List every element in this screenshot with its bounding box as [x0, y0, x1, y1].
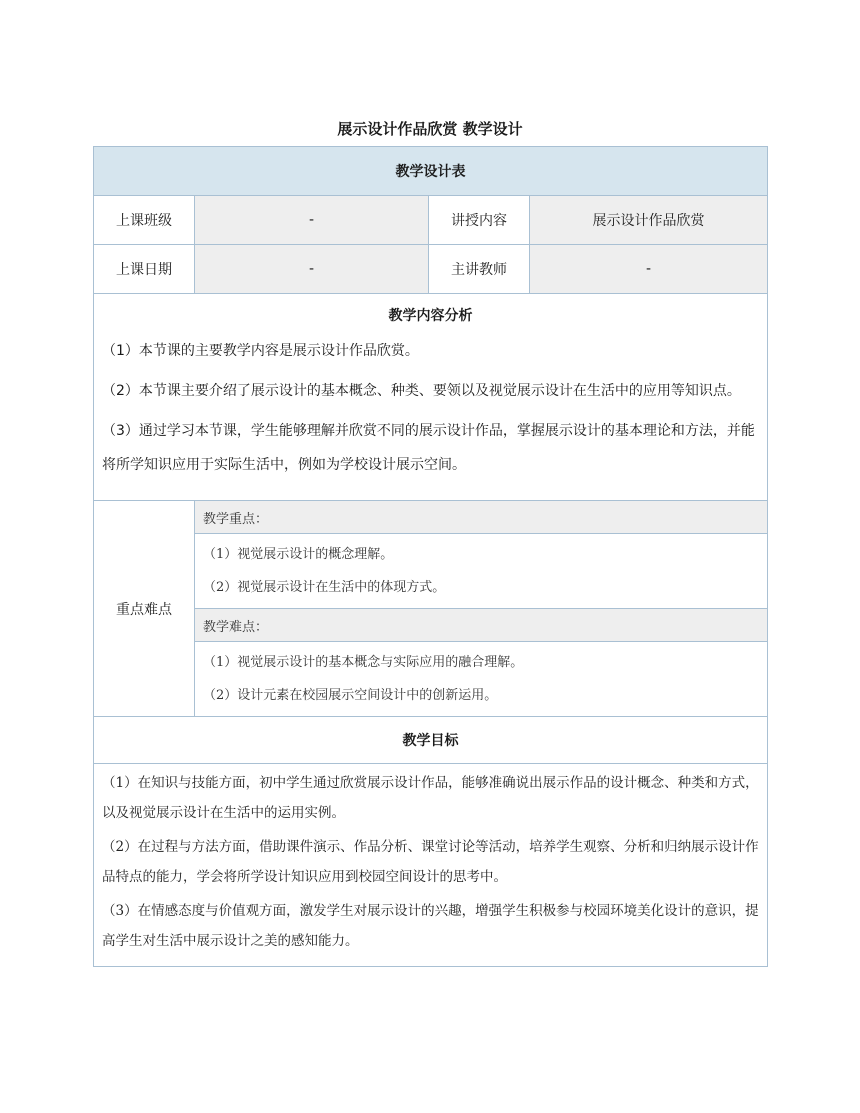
goal-item: （1）在知识与技能方面，初中学生通过欣赏展示设计作品，能够准确说出展示作品的设计概念、种类和方式，以及视觉展示设计在生活中的运用实例。 — [102, 775, 759, 821]
difficult-point-item: （1）视觉展示设计的基本概念与实际应用的融合理解。 — [203, 655, 524, 670]
date-label: 上课日期 — [94, 245, 195, 294]
content-analysis-section — [94, 294, 768, 501]
lesson-design-table — [93, 146, 768, 967]
analysis-item: （1）本节课的主要教学内容是展示设计作品欣赏。 — [102, 343, 419, 359]
goal-item: （3）在情感态度与价值观方面，激发学生对展示设计的兴趣，增强学生积极参与校园环境美化设计的意识，提高学生对生活中展示设计之美的感知能力。 — [102, 903, 759, 949]
content-label: 讲授内容 — [429, 196, 530, 245]
key-difficult-label: 重点难点 — [94, 501, 195, 717]
analysis-heading: 教学内容分析 — [388, 308, 473, 324]
key-points-list — [195, 534, 768, 609]
document-title: 展示设计作品欣赏 教学设计 — [337, 120, 523, 138]
key-point-item: （1）视觉展示设计的概念理解。 — [203, 547, 394, 562]
goals-section — [94, 764, 768, 967]
key-point-item: （2）视觉展示设计在生活中的体现方式。 — [203, 580, 446, 595]
analysis-item: （2）本节课主要介绍了展示设计的基本概念、种类、要领以及视觉展示设计在生活中的应用等知识点。 — [102, 383, 741, 399]
analysis-item: （3）通过学习本节课，学生能够理解并欣赏不同的展示设计作品，掌握展示设计的基本理论和方法，并能将所学知识应用于实际生活中，例如为学校设计展示空间。 — [102, 423, 755, 473]
teacher-value: - — [530, 245, 768, 294]
difficult-point-item: （2）设计元素在校园展示空间设计中的创新运用。 — [203, 688, 498, 703]
class-label: 上课班级 — [94, 196, 195, 245]
date-value: - — [195, 245, 429, 294]
difficult-points-list — [195, 642, 768, 717]
class-value: - — [195, 196, 429, 245]
content-value: 展示设计作品欣赏 — [530, 196, 768, 245]
key-points-heading: 教学重点： — [195, 501, 768, 534]
teacher-label: 主讲教师 — [429, 245, 530, 294]
goals-heading: 教学目标 — [94, 717, 768, 764]
goal-item: （2）在过程与方法方面，借助课件演示、作品分析、课堂讨论等活动，培养学生观察、分析和归纳展示设计作品特点的能力，学会将所学设计知识应用到校园空间设计的思考中。 — [102, 839, 759, 885]
difficult-points-heading: 教学难点： — [195, 609, 768, 642]
table-title: 教学设计表 — [94, 147, 768, 196]
